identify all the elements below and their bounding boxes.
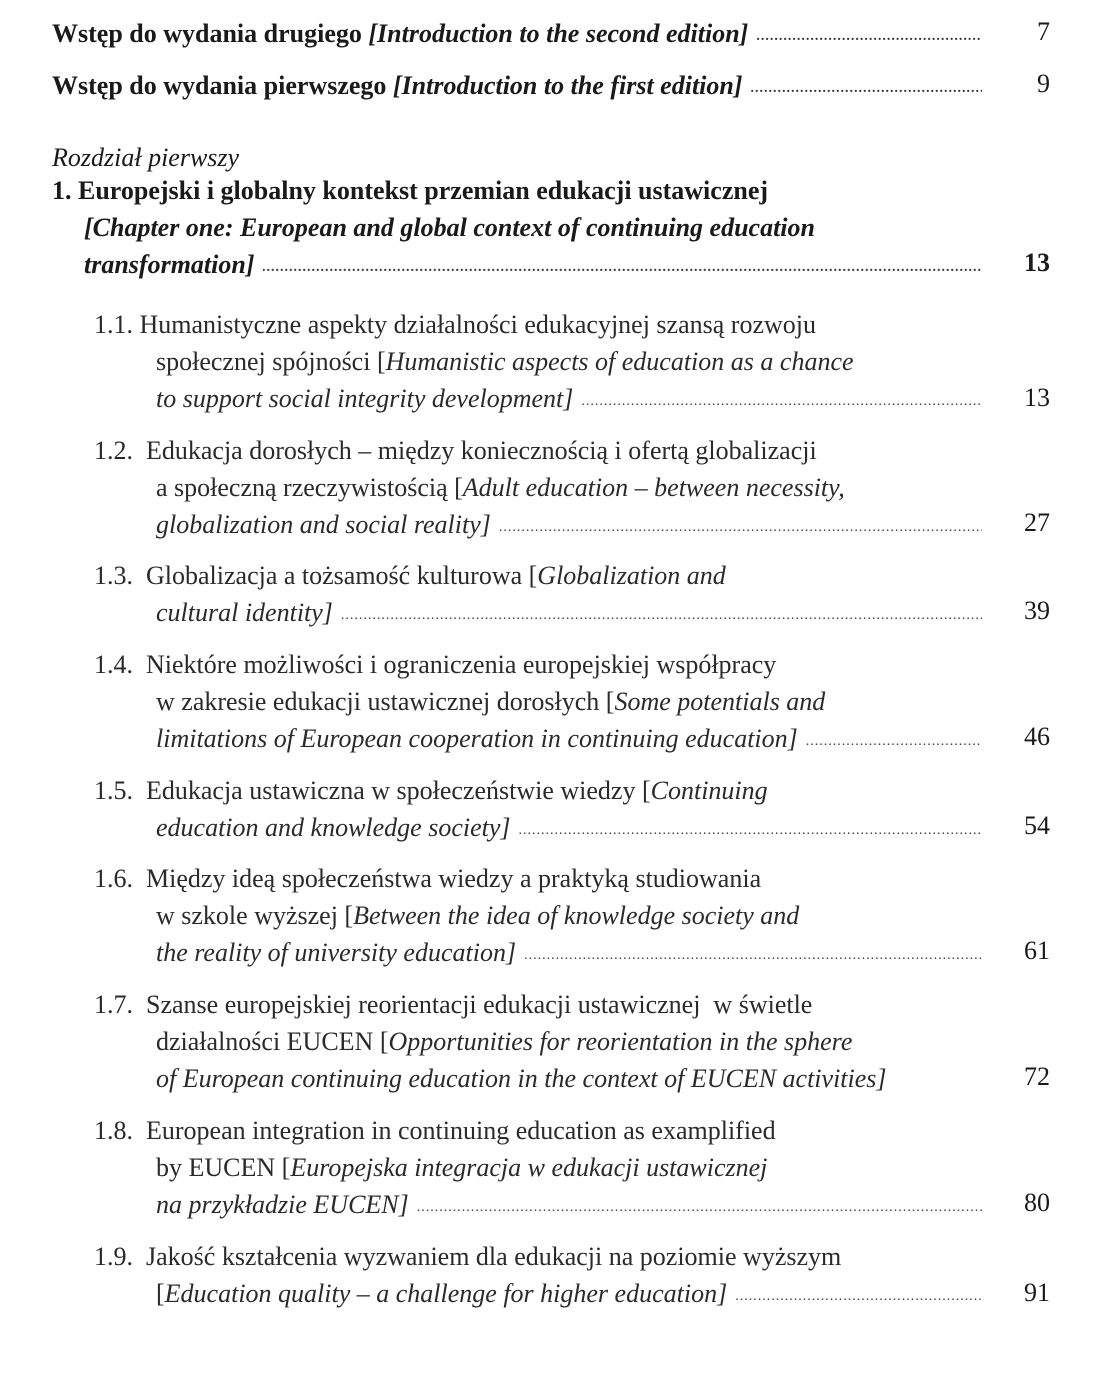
section-title: Globalizacja a tożsamość kulturowa [ xyxy=(146,561,538,590)
entry-title-english: [Introduction to the first edition] xyxy=(392,71,743,100)
section-title-english: Continuing xyxy=(650,776,768,805)
section-title-english: to support social integrity development] xyxy=(156,384,574,413)
section-title: [ xyxy=(156,1279,165,1308)
dot-leader xyxy=(341,601,982,631)
page-number: 13 xyxy=(1024,383,1050,412)
dot-leader xyxy=(751,74,982,104)
chapter-label: Rozdział pierwszy xyxy=(52,143,240,172)
dot-leader xyxy=(524,941,982,971)
section-title: Edukacja ustawiczna w społeczeństwie wiedzy [ xyxy=(146,776,651,805)
section-title-english: globalization and social reality] xyxy=(156,510,491,539)
section-number: 1.8. xyxy=(94,1116,133,1145)
dot-leader xyxy=(499,513,982,543)
section-number: 1.6. xyxy=(94,864,133,893)
entry-title: Wstęp do wydania pierwszego xyxy=(52,71,393,100)
page-number: 9 xyxy=(1037,69,1050,98)
section-title: European integration in continuing education as examplified xyxy=(146,1116,776,1145)
dot-leader xyxy=(581,387,982,417)
section-title-english: the reality of university education] xyxy=(156,938,517,967)
section-title-english: of European continuing education in the context of EUCEN activities] xyxy=(156,1064,887,1093)
page-number: 7 xyxy=(1037,17,1050,46)
chapter-title: 1. Europejski i globalny kontekst przemian edukacji ustawicznej xyxy=(52,176,769,205)
section-title-english: Education quality – a challenge for higher education] xyxy=(164,1279,728,1308)
section-title-english: Between the idea of knowledge society and xyxy=(353,901,800,930)
section-title: Szanse europejskiej reorientacji edukacji ustawicznej w świetle xyxy=(146,990,813,1019)
entry-title-english: [Introduction to the second edition] xyxy=(368,19,749,48)
section-number: 1.2. xyxy=(94,436,133,465)
section-number: 1.4. xyxy=(94,650,133,679)
section-title-english: Humanistic aspects of education as a chance xyxy=(385,347,854,376)
section-title-english: na przykładzie EUCEN] xyxy=(156,1190,409,1219)
section-title: Humanistyczne aspekty działalności edukacyjnej szansą rozwoju xyxy=(139,310,816,339)
section-number: 1.9. xyxy=(94,1242,133,1271)
section-title-english: Adult education – between necessity, xyxy=(462,473,845,502)
section-number: 1.5. xyxy=(94,776,133,805)
page-number: 80 xyxy=(1024,1188,1050,1217)
page-number: 46 xyxy=(1024,722,1050,751)
section-title: by EUCEN [ xyxy=(156,1153,291,1182)
dot-leader xyxy=(735,1282,982,1312)
page-number: 72 xyxy=(1024,1062,1050,1091)
section-title: a społeczną rzeczywistością [ xyxy=(156,473,463,502)
section-number: 1.3. xyxy=(94,561,133,590)
section-title-english: Some potentials and xyxy=(614,687,826,716)
page-number: 54 xyxy=(1024,811,1050,840)
section-title: w szkole wyższej [ xyxy=(156,901,354,930)
page-number: 61 xyxy=(1024,936,1050,965)
section-title: w zakresie edukacji ustawicznej dorosłych [ xyxy=(156,687,615,716)
section-title-english: cultural identity] xyxy=(156,598,333,627)
dot-leader xyxy=(519,816,982,846)
section-number: 1.1. xyxy=(94,310,133,339)
page-number: 13 xyxy=(1024,248,1050,277)
section-title: Niektóre możliwości i ograniczenia europejskiej współpracy xyxy=(146,650,777,679)
entry-title: Wstęp do wydania drugiego xyxy=(52,19,369,48)
section-title-english: limitations of European cooperation in continuing education] xyxy=(156,724,798,753)
section-number: 1.7. xyxy=(94,990,133,1019)
section-title-english: Globalization and xyxy=(537,561,726,590)
chapter-title-english-cont: transformation] xyxy=(84,250,255,279)
page-number: 27 xyxy=(1024,508,1050,537)
section-title-english: education and knowledge society] xyxy=(156,813,511,842)
page-number: 91 xyxy=(1024,1278,1050,1307)
section-title: Między ideą społeczeństwa wiedzy a praktyką studiowania xyxy=(146,864,762,893)
section-title: społecznej spójności [ xyxy=(156,347,386,376)
dot-leader xyxy=(756,22,982,52)
section-title-english: Opportunities for reorientation in the sphere xyxy=(388,1027,853,1056)
dot-leader xyxy=(417,1193,982,1223)
page-number: 39 xyxy=(1024,596,1050,625)
section-title-english: Europejska integracja w edukacji ustawicznej xyxy=(290,1153,768,1182)
chapter-title-english: [Chapter one: European and global context of continuing education xyxy=(84,213,815,242)
section-title: działalności EUCEN [ xyxy=(156,1027,389,1056)
section-title: Edukacja dorosłych – między koniecznością i ofertą globalizacji xyxy=(146,436,817,465)
dot-leader xyxy=(263,253,983,283)
dot-leader xyxy=(806,727,982,757)
section-title: Jakość kształcenia wyzwaniem dla edukacji na poziomie wyższym xyxy=(146,1242,842,1271)
